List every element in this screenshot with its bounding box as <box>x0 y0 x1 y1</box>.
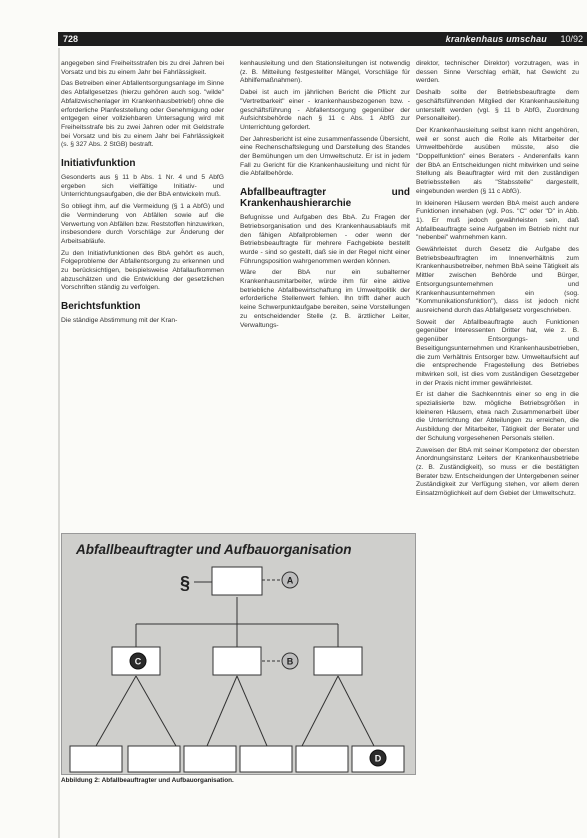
section-heading-krankenhaushierarchie: Abfallbeauftragter und Krankenhaushierarchie <box>240 187 410 210</box>
figure-title: Abfallbeauftragter und Aufbauorganisation <box>76 542 352 557</box>
paragraph: angegeben sind Freiheitsstrafen bis zu drei Jahren bei Vorsatz und bis zu einem Jahr bei Fahrlässigkeit. <box>61 60 224 76</box>
magazine-title: krankenhaus umschau <box>445 34 547 44</box>
paragraph: Zu den Initiativfunktionen des BbA gehört es auch, Folgeprobleme der Abfallentsorgung zu erkennen und zu berücksichtigen, beispielsweise Abfallaufkommen abzuschätzen und die Entwicklung der gesetzlichen Vorschriften ständig zu verfolgen. <box>61 249 224 292</box>
connector-line <box>237 676 267 746</box>
org-box-bottom <box>240 746 292 772</box>
org-box-bottom <box>296 746 348 772</box>
org-chart-figure <box>61 533 416 775</box>
marker-d: D <box>374 753 382 764</box>
text-column-2 <box>240 60 410 333</box>
paragraph: Dabei ist auch im jährlichen Bericht die Pflicht zur "Vertretbarkeit" einer - krankenhausbezogenen bzw. -geschäftsführung - Abfallentsorgung gegenüber der Aufsichtsbehörde nach § 11 c Abs. 1 AbfG zur Unterrichtung gefordert. <box>240 89 410 131</box>
connector-line <box>207 676 237 746</box>
paragraph: Deshalb sollte der Betriebsbeauftragte dem geschäftsführenden Mitglied der Krankenhausleitung unterstellt werden (vgl. § 11 b AbfG, Zuordnung Personalleiter). <box>416 89 579 123</box>
connector-line <box>338 676 374 746</box>
org-box-mid-right <box>314 647 362 675</box>
marker-b: B <box>286 656 294 667</box>
paragraph: Er ist daher die Sachkenntnis einer so eng in die spezialisierte bzw. mögliche Betriebsgrößen in kleineren Häusern, etwa nach Zusammenarbeit über die Unterrichtung der Abteilungen zu erreichen, die Ausbildung der Mitarbeiter, Tätigkeit der Berater und der Schulung vorgesehenen Personals stellen. <box>416 391 579 442</box>
paragraph: Wäre der BbA nur ein subalterner Krankenhausmitarbeiter, würde ihm für eine aktive betriebliche Abfallbewirtschaftung im Umweltpolitik der erforderliche Stellenwert fehlen. Ihn trifft daher auch keine Schwerpunktaufgabe bereiten, seine Vorstellungen zu entscheidender Stelle (z. B. ärztlicher Leiter, Verwaltungs- <box>240 269 410 329</box>
org-box-top <box>212 567 262 595</box>
connector-line <box>302 676 338 746</box>
org-box-bottom <box>128 746 180 772</box>
paragraph: Gewährleistet durch Gesetz die Aufgabe des Betriebsbeauftragten im Innenverhältnis zum Krankenhausbetreiber, nehmen BbA seine Tätigkeit als Mittler zwischen Behörde und Bürger, Entsorgungsunternehmen und Krankenhausunternehmen ein (sog. "Kommunikationsfunktion"), dass ist jedoch nicht ausreichend durch das Abfallgesetz vorgeschrieben. <box>416 246 579 314</box>
org-box-bottom <box>184 746 236 772</box>
figure-caption: Abbildung 2: Abfallbeauftragter und Aufbauorganisation. <box>61 777 234 784</box>
page-edge-shadow <box>58 48 60 838</box>
org-chart-diagram <box>62 534 415 774</box>
page-number: 728 <box>63 34 79 44</box>
section-heading-initiativfunktion: Initiativfunktion <box>61 158 136 170</box>
org-box-mid-center <box>213 647 261 675</box>
paragraph: Das Betreiben einer Abfallentsorgungsanlage im Sinne des Abfallgesetzes (hierzu gehören auch sog. "wilde" Abfallzwischenlager im Krankenhausbetrieb!) ohne die erforderliche Planfeststellung oder Genehmigung oder entgegen einer vollziehbaren Untersagung wird mit Freiheitsstrafe bis zu zwei Jahren oder mit Geldstrafe bei Vorsatz und bis zu einem Jahr bei Fahrlässigkeit (s. § 327 Abs. 2 StGB) bestraft. <box>61 80 224 149</box>
running-header <box>58 32 587 46</box>
issue-number: 10/92 <box>560 34 583 44</box>
paragraph: Der Jahresbericht ist eine zusammenfassende Übersicht, eine Rechenschaftslegung und Darstellung des Standes der Bemühungen um den Umweltschutz. Er ist in jedem Fall zu Gericht für die Krankenhausleitung und nicht für die Abfallbehörde. <box>240 135 410 178</box>
text-column-1 <box>61 60 224 329</box>
org-box-bottom <box>70 746 122 772</box>
paragraph: Die ständige Abstimmung mit der Kran- <box>61 317 178 325</box>
paragraph-sign: § <box>180 573 191 593</box>
marker-a: A <box>286 575 294 586</box>
marker-c: C <box>134 656 142 667</box>
paragraph: So obliegt ihm, auf die Vermeidung (§ 1 a AbfG) und die Verminderung von Abfällen sowie auf die Verwertung von Abfällen bzw. Reststoffen hinzuwirken, insbesondere durch Vorschläge zur Änderung der Arbeitsabläufe. <box>61 203 224 245</box>
connector-line <box>96 676 136 746</box>
connector-line <box>136 676 176 746</box>
paragraph: Soweit der Abfallbeauftragte auch Funktionen gegenüber Interessenten Dritter hat, wie z. B. gegenüber Entsorgungs- und Beseitigungsunternehmen und Krankenhausbetrieben, die zum Verhältnis Entsorger bzw. Umweltaufsicht auf die entsprechende Fragestellung des Betriebes mitwirken soll, ist dies vom zuständigen Gesetzgeber in der Praxis nicht immer gewährleistet. <box>416 318 579 387</box>
section-heading-berichtsfunktion: Berichtsfunktion <box>61 301 141 313</box>
paragraph: In kleineren Häusern werden BbA meist auch andere Funktionen innehaben (vgl. Pos. "C" oder "D" in Abb. 1). Er muß jedoch gewährleisten sein, daß Abfallbeauftragte seine Aufgaben im Betrieb nicht nur "nebenbei" wahrnehmen kann. <box>416 199 579 242</box>
paragraph: Gesonderts aus § 11 b Abs. 1 Nr. 4 und 5 AbfG ergeben sich vielfältige Initiativ- und Unterrichtungsaufgaben, die der BbA entwickeln muß. <box>61 174 224 199</box>
paragraph: Zuweisen der BbA mit seiner Kompetenz der obersten Anordnungsinstanz Leiters der Krankenhausbetriebe (z. B. Zuständigkeit), so muss er die bestätigten Berater bzw. Entscheidungen der Untergebenen seiner Zuständigkeit zur Verfügung stehen, vor allem deren Einsatzmöglichkeit auf dem Gebiet der Umweltschutz. <box>416 446 579 498</box>
paragraph: Befugnisse und Aufgaben des BbA. Zu Fragen der Betriebsorganisation und des Krankenhausablaufs mit den fähigen Abfallproblemen - oder wenn der Betriebsbeauftragte für mehrere Fachgebiete bestellt wurde - sind so gestellt, daß sie in der Regel nicht einer Führungsposition wahrgenommen werden können. <box>240 214 410 265</box>
paragraph: kenhausleitung und den Stationsleitungen ist notwendig (z. B. Mitteilung festgestellter Mängel, Vorschläge für Abhilfemaßnahmen). <box>240 60 410 85</box>
paragraph: direktor, technischer Direktor) vorzutragen, was in dessen Sinne Verschlag erhält, hat Gewicht zu werden. <box>416 60 579 85</box>
text-column-3 <box>416 60 579 502</box>
paragraph: Der Krankenhausleitung selbst kann nicht angehören, weil er sonst auch die Rolle als Mitarbeiter der Umweltbehörde ausüben müsste, also die "Doppelfunktion" eines Beraters - Anderenfalls kann der BbA an Entscheidungen nicht mitwirken und seine Stellung als Beauftragter wird mit den zuständigen Betriebsstellen als "Stabsstelle" dargestellt, eingebunden werden (§ 11 c AbfG). <box>416 126 579 195</box>
